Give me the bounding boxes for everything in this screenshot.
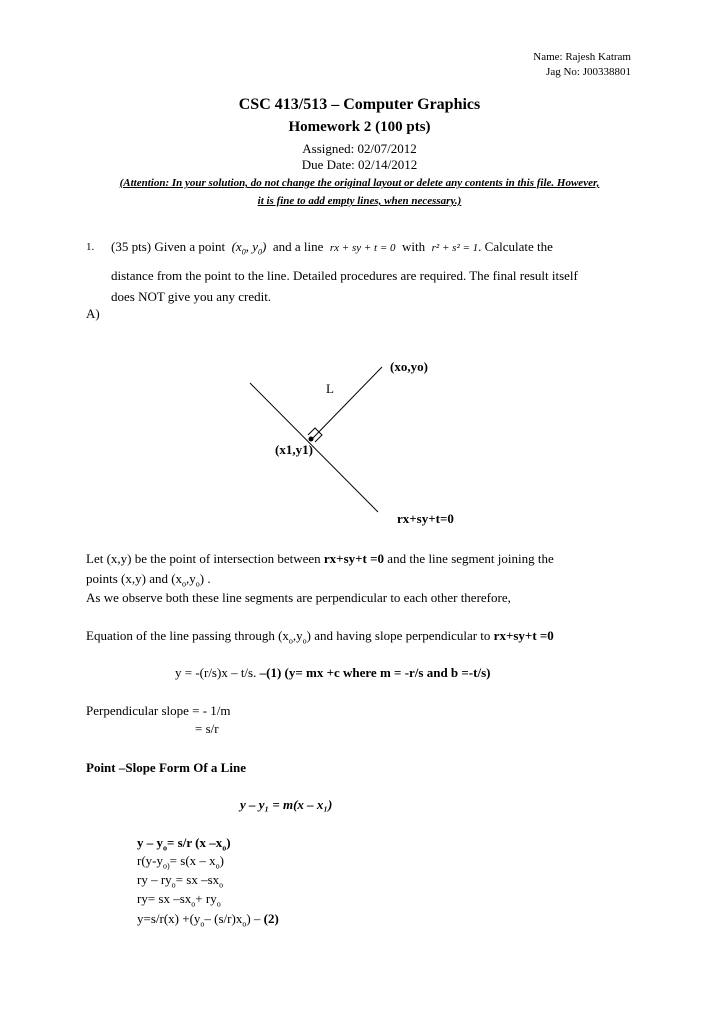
label-L: L	[326, 381, 334, 396]
answer-label: A)	[86, 306, 100, 321]
point-slope-heading: Point –Slope Form Of a Line	[86, 760, 246, 775]
attention-line-2: it is fine to add empty lines, when necessary.)	[257, 195, 462, 207]
point-slope-formula: y – y₁ = m(x – x₁)	[240, 797, 333, 812]
step-5: $y=s/r(x) +(y_o-$ $(s/r)x_o) - (2)$	[137, 911, 279, 929]
assigned-date: Assigned: 02/07/2012	[302, 141, 417, 156]
question-line-1: (35 pts) Given a point ($x_0$, $y_0$) and a line rx + sy + t = 0 with r² + s² = 1. Calculate the	[111, 239, 553, 257]
due-date: Due Date: 02/14/2012	[301, 157, 418, 172]
intersection-text-1: Let (x,y) be the point of intersection between rx+sy+t =0 and the line segment joining the	[86, 551, 554, 566]
label-line-equation: rx+sy+t=0	[397, 511, 454, 526]
step-1: $y - y_o= s/r$ (x $-x_o$)	[137, 835, 231, 853]
question-number: 1.	[86, 241, 95, 253]
student-info	[533, 50, 631, 80]
step-3: ry – $ry_o=$ sx $-sx_o$	[137, 872, 224, 890]
equation-line-text: Equation of the line passing through $(x_o,y_o)$ and having slope perpendicular to rx+sy+t =0	[86, 628, 554, 646]
intersection-point	[309, 437, 314, 442]
perpendicular-diagram	[240, 355, 500, 530]
step-2: $r(y-y_{o)}= s(x - x_o)$	[137, 853, 224, 871]
label-point-1: (x1,y1)	[275, 442, 313, 457]
homework-title: Homework 2 (100 pts)	[288, 119, 431, 135]
question-line-3: does NOT give you any credit.	[111, 289, 272, 304]
perpendicular-slope-1: Perpendicular slope = - 1/m	[86, 703, 231, 718]
observation-text: As we observe both these line segments are perpendicular to each other therefore,	[86, 590, 511, 605]
course-title: CSC 413/513 – Computer Graphics	[238, 96, 481, 113]
intersection-text-2: points (x,y) and $(x_o,y_o)$ .	[86, 571, 211, 589]
jag-number: Jag No: J00338801	[546, 66, 631, 78]
perpendicular-slope-2: = s/r	[195, 721, 219, 736]
label-point-0: (xo,yo)	[390, 359, 428, 374]
line-rx-sy-t	[250, 383, 378, 512]
step-4: ry= sx $-sx_o+ ry_o$	[137, 891, 221, 909]
equation-1: y = -(r/s)x – t/s. –(1) (y= mx +c where m = -r/s and b =-t/s)	[175, 665, 491, 680]
question-line-2: distance from the point to the line. Detailed procedures are required. The final result itself	[111, 268, 578, 283]
line-L	[312, 367, 382, 439]
student-name: Name: Rajesh Katram	[533, 51, 631, 63]
attention-line-1: (Attention: In your solution, do not change the original layout or delete any contents in this file. However,	[119, 177, 600, 189]
